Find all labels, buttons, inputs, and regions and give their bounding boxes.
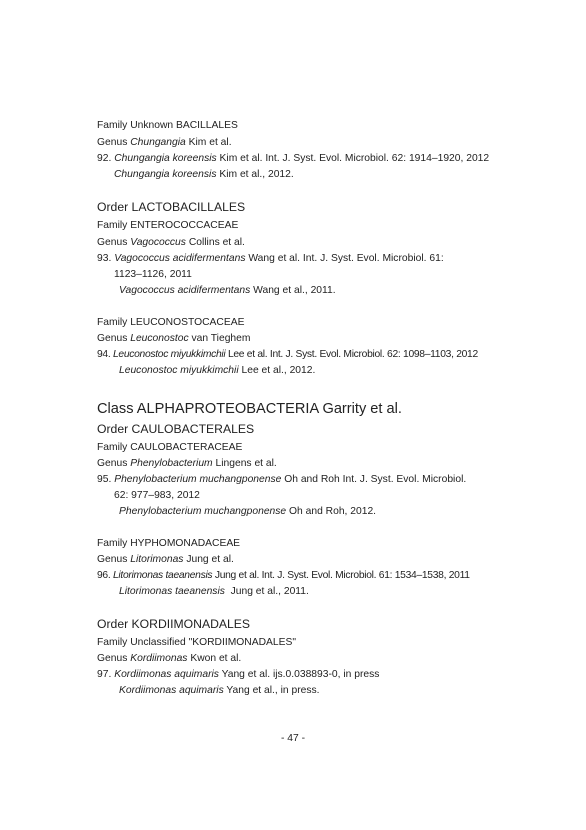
genus-heading: Genus Chungangia Kim et al.	[97, 137, 232, 148]
family-heading: Family HYPHOMONADACEAE	[97, 538, 241, 549]
species-citation: Kordiimonas aquimaris Yang et al., in press.	[119, 685, 320, 696]
species-citation: Phenylobacterium muchangponense Oh and Roh, 2012.	[119, 506, 377, 517]
family-heading: Family CAULOBACTERACEAE	[97, 442, 243, 453]
species-citation: Vagococcus acidifermentans Wang et al., 2011.	[119, 285, 336, 296]
genus-heading: Genus Litorimonas Jung et al.	[97, 554, 234, 565]
family-heading: Family Unknown BACILLALES	[97, 120, 238, 131]
species-entry: 96. Litorimonas taeanensis Jung et al. Int. J. Syst. Evol. Microbiol. 61: 1534–1538, 2011	[97, 570, 470, 581]
genus-heading: Genus Leuconostoc van Tieghem	[97, 333, 251, 344]
species-entry: 92. Chungangia koreensis Kim et al. Int. J. Syst. Evol. Microbiol. 62: 1914–1920, 2012	[97, 153, 490, 164]
genus-heading: Genus Phenylobacterium Lingens et al.	[97, 458, 277, 469]
species-citation: Leuconostoc miyukkimchii Lee et al., 2012.	[119, 365, 316, 376]
species-citation: Litorimonas taeanensis Jung et al., 2011.	[119, 586, 309, 597]
order-heading: Order LACTOBACILLALES	[97, 200, 246, 214]
order-heading: Order KORDIIMONADALES	[97, 617, 251, 631]
species-entry: 97. Kordiimonas aquimaris Yang et al. ijs.0.038893-0, in press	[97, 669, 380, 680]
class-heading: Class ALPHAPROTEOBACTERIA Garrity et al.	[97, 401, 402, 417]
genus-heading: Genus Vagococcus Collins et al.	[97, 237, 245, 248]
genus-heading: Genus Kordiimonas Kwon et al.	[97, 653, 242, 664]
family-heading: Family Unclassified "KORDIIMONADALES"	[97, 637, 297, 648]
species-entry: 93. Vagococcus acidifermentans Wang et al. Int. J. Syst. Evol. Microbiol. 61:	[97, 253, 444, 264]
species-entry-continuation: 1123–1126, 2011	[114, 269, 192, 280]
family-heading: Family ENTEROCOCCACEAE	[97, 220, 239, 231]
species-entry: 94. Leuconostoc miyukkimchii Lee et al. Int. J. Syst. Evol. Microbiol. 62: 1098–1103, 2012	[97, 349, 478, 360]
species-entry-continuation: 62: 977–983, 2012	[114, 490, 200, 501]
order-heading: Order CAULOBACTERALES	[97, 422, 255, 436]
species-citation: Chungangia koreensis Kim et al., 2012.	[114, 169, 294, 180]
family-heading: Family LEUCONOSTOCACEAE	[97, 317, 245, 328]
species-entry: 95. Phenylobacterium muchangponense Oh and Roh Int. J. Syst. Evol. Microbiol.	[97, 474, 467, 485]
page-number: - 47 -	[280, 733, 306, 744]
